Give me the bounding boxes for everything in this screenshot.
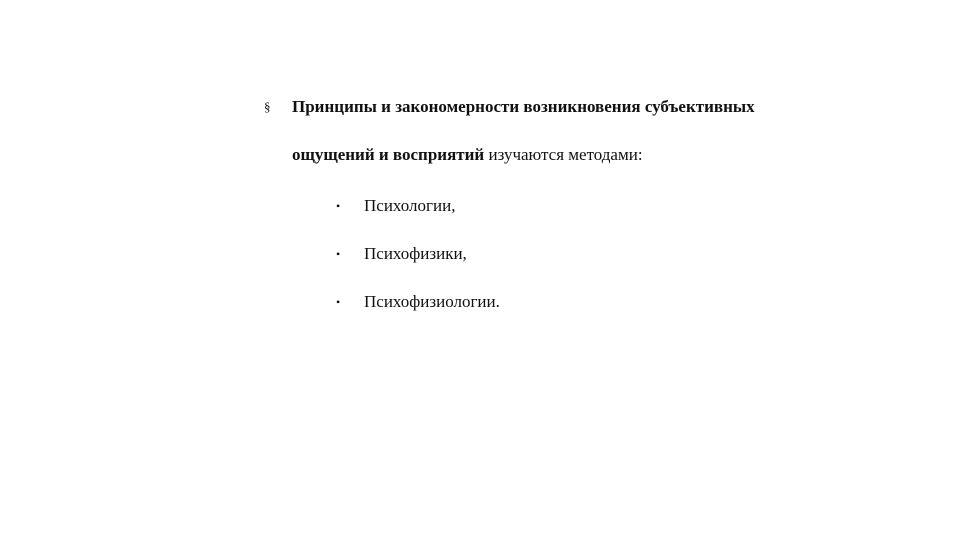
square-bullet-icon: § bbox=[264, 99, 271, 114]
statement-normal-part: изучаются методами: bbox=[484, 145, 643, 164]
methods-list bbox=[336, 194, 500, 338]
statement-line-1: Принципы и закономерности возникновения субъективных bbox=[292, 97, 755, 116]
list-item-label: Психологии, bbox=[364, 196, 456, 215]
list-item-label: Психофизики, bbox=[364, 244, 467, 263]
dot-bullet-icon: • bbox=[336, 246, 341, 261]
statement-line-2 bbox=[292, 145, 643, 165]
dot-bullet-icon: • bbox=[336, 294, 341, 309]
dot-bullet-icon: • bbox=[336, 198, 341, 213]
list-item-label: Психофизиологии. bbox=[364, 292, 500, 311]
list-item bbox=[336, 290, 500, 314]
statement-bold-part: ощущений и восприятий bbox=[292, 145, 485, 164]
list-item bbox=[336, 242, 500, 266]
list-item bbox=[336, 194, 500, 218]
